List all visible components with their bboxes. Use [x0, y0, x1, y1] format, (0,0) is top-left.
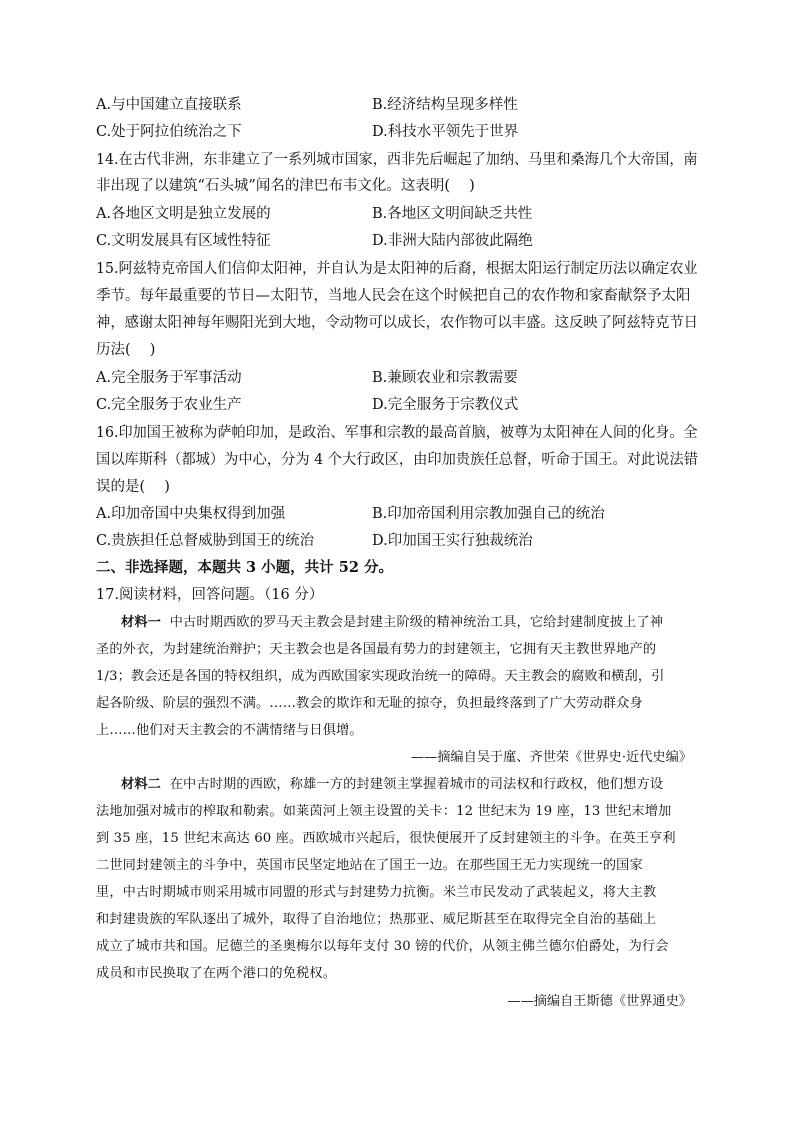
- q15-stem-line-2: 季节。每年最重要的节日—太阳节，当地人民会在这个时候把自己的农作物和家畜献祭予太阳: [96, 288, 691, 304]
- q14-option-d[interactable]: D.非洲大陆内部彼此隔绝: [372, 233, 533, 249]
- material2-line-2: 法地加强对城市的榨取和勒索。如莱茵河上领主设置的关卡：12 世纪末为 19 座，13 世纪末增加: [96, 804, 672, 819]
- q16-option-c[interactable]: C.贵族担任总督威胁到国王的统治: [96, 533, 315, 549]
- material1-line-3: 1/3；教会还是各国的特权组织，成为西欧国家实现政治统一的障碍。天主教会的腐败和横刮，引: [96, 669, 665, 684]
- q16-stem-line-2: 国以库斯科（都城）为中心，分为 4 个大行政区，由印加贵族任总督，听命于国王。对此说法错: [96, 452, 698, 468]
- q13-option-d[interactable]: D.科技水平领先于世界: [372, 124, 519, 140]
- material2-line-1: 材料二 在中古时期的西欧，称雄一方的封建领主掌握着城市的司法权和行政权，他们想方设: [121, 777, 664, 792]
- material1-line-1: 材料一 中古时期西欧的罗马天主教会是封建主阶级的精神统治工具，它给封建制度披上了神: [121, 615, 664, 630]
- q16-stem-line-3: 误的是( ): [96, 479, 170, 495]
- q15-option-b[interactable]: B.兼顾农业和宗教需要: [372, 370, 518, 386]
- q16-option-b[interactable]: B.印加帝国利用宗教加强自己的统治: [372, 506, 605, 522]
- material2-line-7: 成立了城市共和国。尼德兰的圣奥梅尔以每年支付 30 镑的代价，从领主佛兰德尔伯爵处，为行会: [96, 939, 669, 954]
- material1-line-5: 上……他们对天主教会的不满情绪与日俱增。: [96, 723, 363, 738]
- q15-stem-line-4: 历法( ): [96, 342, 156, 358]
- q14-stem-line-2: 非出现了以建筑“石头城”闻名的津巴布韦文化。这表明( ): [96, 178, 475, 194]
- material2-line-3: 到 35 座，15 世纪末高达 60 座。西欧城市兴起后，很快便展开了反封建领主的斗争。在英王亨利: [96, 831, 676, 846]
- q15-option-a[interactable]: A.完全服务于军事活动: [96, 370, 242, 386]
- q15-option-d[interactable]: D.完全服务于宗教仪式: [372, 397, 519, 413]
- q13-option-c[interactable]: C.处于阿拉伯统治之下: [96, 124, 242, 140]
- q16-stem-line-1: 16.印加国王被称为萨帕印加，是政治、军事和宗教的最高首脑，被尊为太阳神在人间的化身。全: [96, 425, 698, 441]
- material2-tag: 材料二: [121, 777, 162, 792]
- q15-stem-line-1: 15.阿兹特克帝国人们信仰太阳神，并自认为是太阳神的后裔，根据太阳运行制定历法以确定农业: [96, 261, 698, 277]
- material1-line-4: 起各阶级、阶层的强烈不满。……教会的欺诈和无耻的掠夺，负担最终落到了广大劳动群众身: [96, 696, 643, 711]
- q14-stem-line-1: 14.在古代非洲，东非建立了一系列城市国家，西非先后崛起了加纳、马里和桑海几个大帝国，南: [96, 152, 698, 168]
- q14-option-c[interactable]: C.文明发展具有区域性特征: [96, 233, 271, 249]
- material2-source: ——摘编自王斯德《世界通史》: [507, 994, 692, 1009]
- material2-line-6: 和封建贵族的军队逐出了城外，取得了自治地位；热那亚、威尼斯甚至在取得完全自治的基础上: [96, 912, 657, 927]
- material2-line-8: 成员和市民换取了在两个港口的免税权。: [96, 966, 337, 981]
- material1-tag: 材料一: [121, 615, 162, 630]
- material1-source: ——摘编自吴于廑、齐世荣《世界史·近代史编》: [410, 750, 692, 765]
- q15-option-c[interactable]: C.完全服务于农业生产: [96, 397, 242, 413]
- q17-prompt: 17.阅读材料，回答问题。（16 分）: [96, 587, 324, 603]
- q13-option-b[interactable]: B.经济结构呈现多样性: [372, 97, 518, 113]
- q16-option-a[interactable]: A.印加帝国中央集权得到加强: [96, 506, 286, 522]
- q16-option-d[interactable]: D.印加国王实行独裁统治: [372, 533, 533, 549]
- q15-stem-line-3: 神，感谢太阳神每年赐阳光到大地，令动物可以成长，农作物可以丰盛。这反映了阿兹特克节日: [96, 315, 698, 331]
- section-heading: 二、非选择题，本题共 3 小题，共计 52 分。: [96, 559, 393, 576]
- q13-option-a[interactable]: A.与中国建立直接联系: [96, 97, 242, 113]
- material1-line-2: 圣的外衣，为封建统治辩护；天主教会也是各国最有势力的封建领主，它拥有天主教世界地产的: [96, 642, 657, 657]
- q14-option-b[interactable]: B.各地区文明间缺乏共性: [372, 206, 533, 222]
- q14-option-a[interactable]: A.各地区文明是独立发展的: [96, 206, 271, 222]
- material2-line-5: 里，中古时期城市则采用城市同盟的形式与封建势力抗衡。米兰市民发动了武装起义，将大主教: [96, 885, 657, 900]
- material2-line-4: 二世同封建领主的斗争中，英国市民坚定地站在了国王一边。在那些国王无力实现统一的国家: [96, 858, 643, 873]
